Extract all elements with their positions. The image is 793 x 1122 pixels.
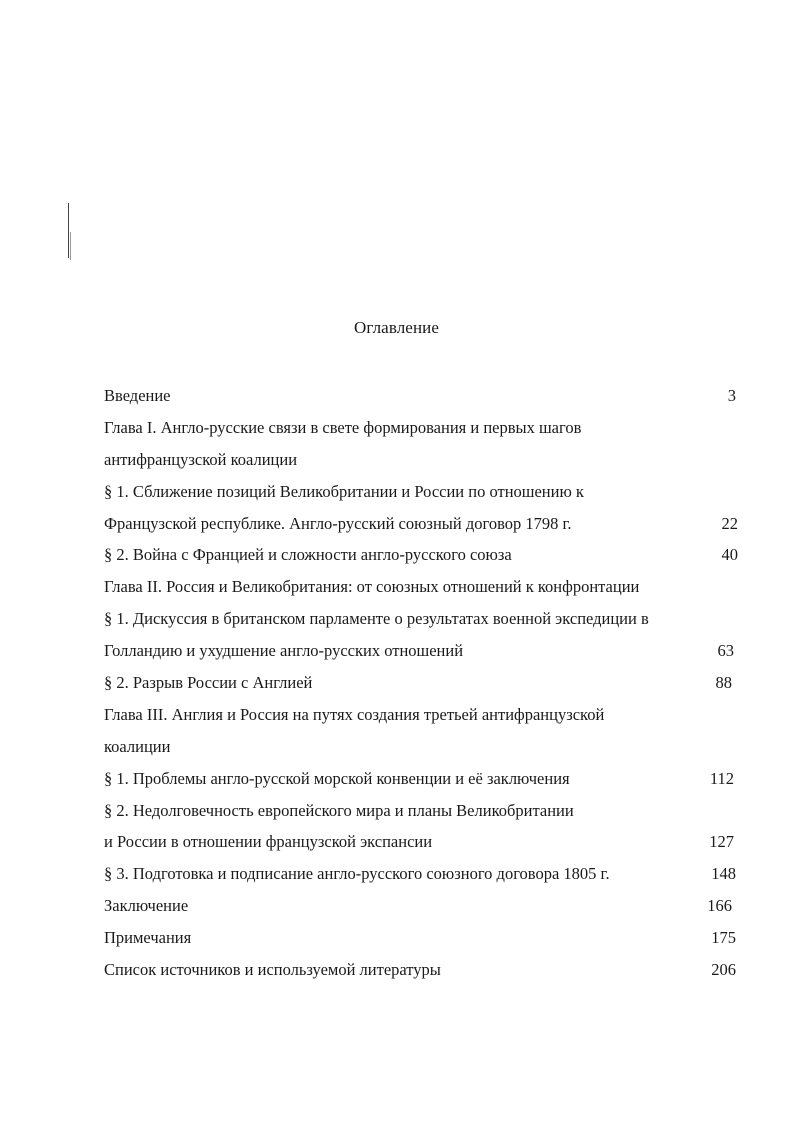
- toc-entry-text: § 1. Сближение позиций Великобритании и России по отношению к: [104, 481, 584, 501]
- toc-entry-text: коалиции: [104, 736, 171, 756]
- toc-entry-section-2-1-cont: [104, 637, 744, 669]
- margin-scan-mark-faint: [70, 232, 71, 260]
- toc-entry-page: 148: [711, 864, 736, 884]
- toc-entry-page: 112: [709, 768, 734, 788]
- toc-entry-chapter-3-cont: [104, 733, 744, 765]
- toc-entry-page: 88: [715, 673, 732, 693]
- toc-entry-section-3-3: [104, 860, 744, 892]
- toc-entry-chapter-1-cont: [104, 446, 744, 478]
- toc-entry-page: 206: [711, 960, 736, 980]
- toc-entry-page: 166: [707, 896, 732, 916]
- toc-entry-text: Глава II. Россия и Великобритания: от союзных отношений к конфронтации: [104, 577, 640, 597]
- toc-entry-section-3-2-cont: [104, 828, 744, 860]
- toc-entry-text: § 1. Дискуссия в британском парламенте о результатах военной экспедиции в: [104, 609, 649, 629]
- toc-entry-section-3-2: [104, 797, 744, 829]
- toc-entry-text: § 3. Подготовка и подписание англо-русского союзного договора 1805 г.: [104, 864, 610, 884]
- toc-entry-text: § 1. Проблемы англо-русской морской конвенции и её заключения: [104, 768, 570, 788]
- toc-title: Оглавление: [354, 318, 439, 337]
- toc-entry-section-1-1: [104, 478, 744, 510]
- toc-entry-text: § 2. Разрыв России с Англией: [104, 673, 313, 693]
- toc-entry-text: Заключение: [104, 896, 189, 916]
- toc-entry-text: Примечания: [104, 928, 192, 948]
- toc-entry-notes: [104, 924, 744, 956]
- toc-entry-section-3-1: [104, 765, 744, 797]
- toc-entry-text: Глава I. Англо-русские связи в свете формирования и первых шагов: [104, 417, 582, 437]
- toc-entry-section-2-2: [104, 669, 744, 701]
- toc-entry-page: 127: [709, 832, 734, 852]
- toc-entry-text: § 2. Недолговечность европейского мира и планы Великобритании: [104, 800, 574, 820]
- toc-entry-text: Введение: [104, 386, 171, 405]
- toc-entry-text: и России в отношении французской экспансии: [104, 832, 433, 852]
- toc-entry-text: Голландию и ухудшение англо-русских отношений: [104, 641, 464, 661]
- toc-entry-text: антифранцузской коалиции: [104, 449, 298, 469]
- toc-entry-page: 175: [711, 928, 736, 948]
- toc-entry-bibliography: [104, 956, 744, 988]
- toc-entry-chapter-2: [104, 573, 744, 605]
- toc-entry-text: Французской республике. Англо-русский союзный договор 1798 г.: [104, 513, 572, 533]
- toc-entry-chapter-1: [104, 414, 744, 446]
- margin-scan-mark: [68, 203, 69, 258]
- toc-entry-page: 22: [721, 513, 738, 533]
- toc-entry-page: 40: [721, 545, 738, 565]
- toc-entry-section-1-2: [104, 541, 744, 573]
- toc-entry-section-1-1-cont: [104, 510, 744, 542]
- toc-entry-section-2-1: [104, 605, 744, 637]
- toc-entry-text: § 2. Война с Францией и сложности англо-русского союза: [104, 545, 512, 565]
- toc-entry-text: Список источников и используемой литературы: [104, 960, 441, 980]
- table-of-contents: [104, 382, 744, 988]
- toc-entry-chapter-3: [104, 701, 744, 733]
- toc-entry-introduction: [104, 382, 744, 414]
- toc-entry-page: 63: [717, 641, 734, 661]
- toc-entry-conclusion: [104, 892, 744, 924]
- toc-entry-text: Глава III. Англия и Россия на путях создания третьей антифранцузской: [104, 704, 605, 724]
- toc-entry-page: 3: [727, 386, 736, 405]
